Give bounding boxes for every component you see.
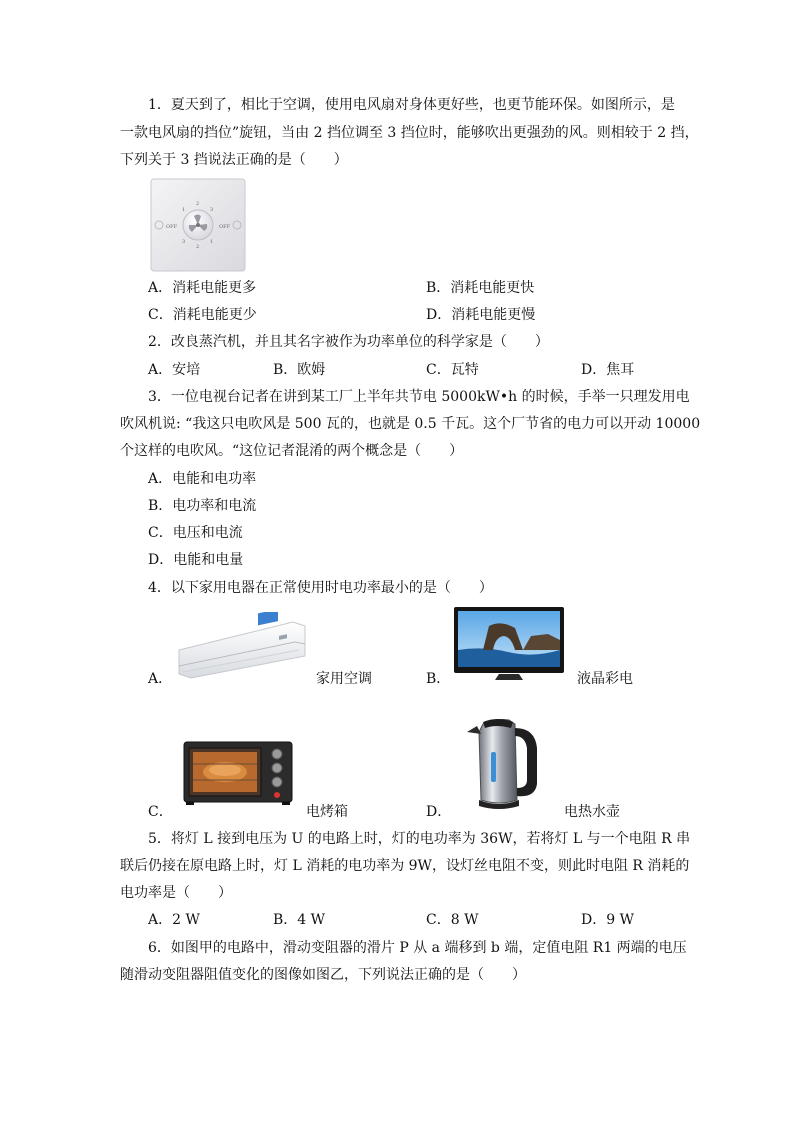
q4-option-d-caption: 电热水壶 [564,804,620,820]
q5-option-b: B．4 W [273,912,326,928]
q3-line-2: 吹风机说: “我这只电吹风是 500 瓦的，也就是 0.5 千瓦。这个厂节省的电力可以开动 10000 [120,416,701,432]
q1-option-c: C．消耗电能更少 [148,307,257,323]
q4-option-a-label: A． [148,671,173,687]
q2-option-c: C．瓦特 [426,362,479,378]
q2-option-d: D．焦耳 [581,362,635,378]
q5-line-1: 5．将灯 L 接到电压为 U 的电路上时，灯的电功率为 36W，若将灯 L 与一个电阻 R 串 [148,831,691,847]
q4-option-c-caption: 电烤箱 [306,804,348,820]
q3-option-d: D．电能和电量 [148,552,244,568]
q3-option-a: A．电能和电功率 [148,471,257,487]
electric-oven-image [183,740,295,806]
q4-option-b-label: B． [426,671,451,687]
air-conditioner-image [175,612,307,682]
q2-option-b: B．欧姆 [273,362,326,378]
q5-line-2: 联后仍接在原电路上时，灯 L 消耗的电功率为 9W，设灯丝电阻不变，则此时电阻 R 消耗的 [120,858,690,874]
q3-line-1: 3．一位电视台记者在讲到某工厂上半年共节电 5000kW•h 的时候，手举一只理发用电 [148,389,690,405]
lcd-tv-image [453,606,565,682]
electric-kettle-image [453,712,557,816]
q4-option-d-label: D． [426,804,452,820]
knob-off-left: OFF [166,224,178,230]
q5-line-3: 电功率是（ ） [120,885,232,901]
q4-line-1: 4．以下家用电器在正常使用时电功率最小的是（ ） [148,580,493,596]
q3-option-b: B．电功率和电流 [148,498,257,514]
fan-knob-image [150,178,246,272]
q5-option-c: C．8 W [426,912,479,928]
q1-option-a: A．消耗电能更多 [148,280,257,296]
q2-line-1: 2．改良蒸汽机，并且其名字被作为功率单位的科学家是（ ） [148,334,549,350]
q5-option-d: D．9 W [581,912,634,928]
q4-option-b-caption: 液晶彩电 [577,671,633,687]
q2-option-a: A．安培 [148,362,201,378]
knob-num-bottom-left: 3 [182,239,186,245]
q4-option-c-label: C． [148,804,173,820]
knob-num-top-right: 3 [210,207,214,213]
knob-num-top: 2 [196,201,200,207]
q4-option-a-caption: 家用空调 [316,671,372,687]
q1-option-b: B．消耗电能更快 [426,280,535,296]
q1-line-1: 1．夏天到了，相比于空调，使用电风扇对身体更好些，也更节能环保。如图所示，是 [148,97,675,113]
q5-option-a: A．2 W [148,912,200,928]
q3-option-c: C．电压和电流 [148,525,243,541]
q1-line-2: 一款电风扇的挡位”旋钮，当由 2 挡位调至 3 挡位时，能够吹出更强劲的风。则相较于 2 挡， [120,125,699,141]
q3-line-3: 个这样的电吹风。“这位记者混淆的两个概念是（ ） [120,443,464,459]
q1-line-3: 下列关于 3 挡说法正确的是（ ） [120,152,348,168]
knob-off-right: OFF [219,224,231,230]
q6-line-1: 6．如图甲的电路中，滑动变阻器的滑片 P 从 a 端移到 b 端，定值电阻 R1 两端的电压 [148,940,687,956]
knob-num-bottom: 2 [196,244,200,250]
q6-line-2: 随滑动变阻器阻值变化的图像如图乙，下列说法正确的是（ ） [120,967,526,983]
q1-option-d: D．消耗电能更慢 [426,307,536,323]
knob-num-top-left: 1 [182,207,186,213]
knob-num-bottom-right: 1 [210,239,214,245]
